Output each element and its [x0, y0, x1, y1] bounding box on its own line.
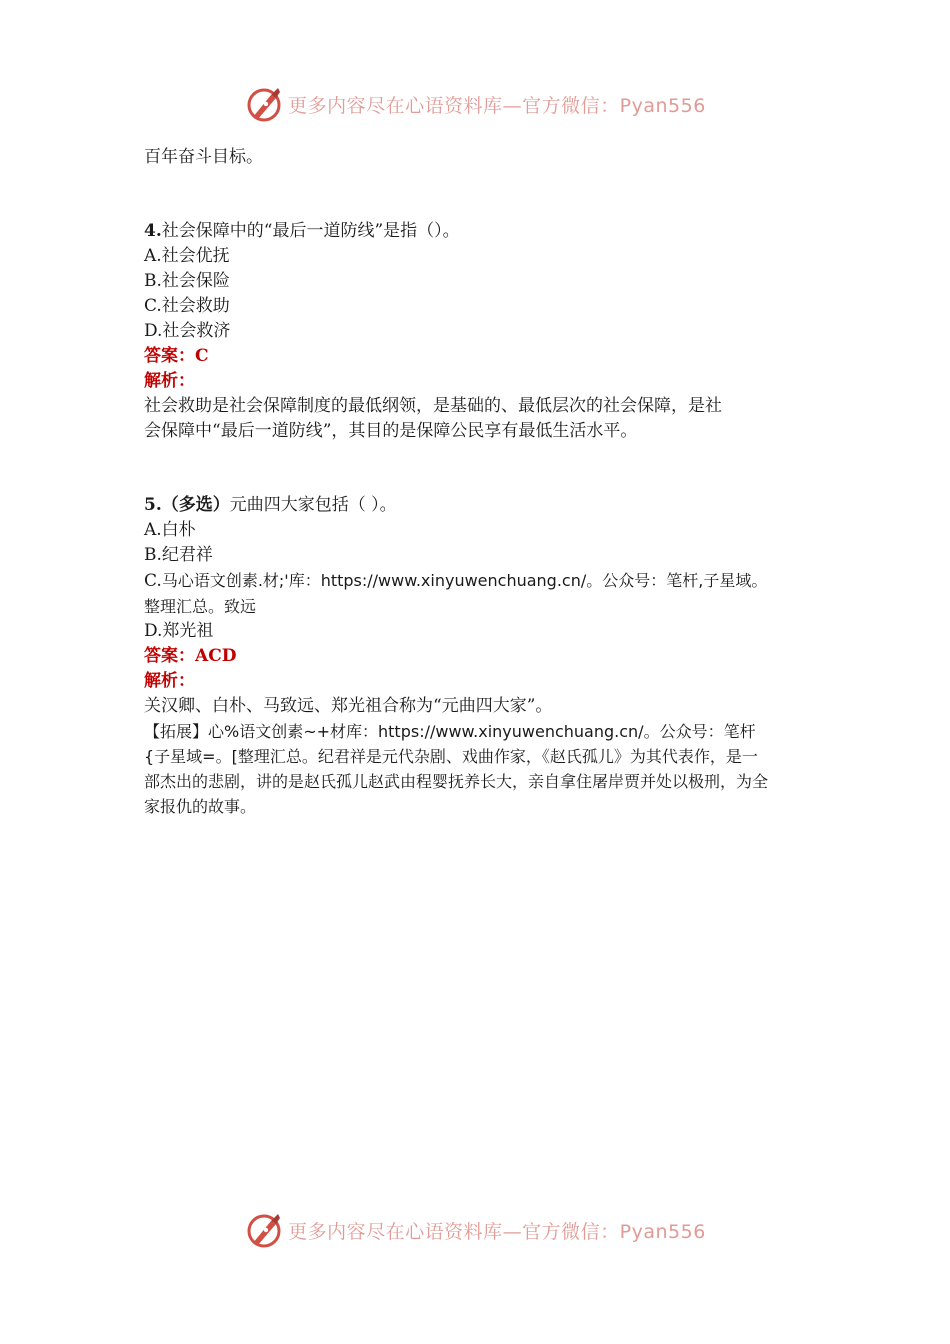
question-text: 社会保障中的“最后一道防线”是指（）。 — [161, 221, 460, 241]
analysis-label: 解析： — [144, 671, 195, 691]
option-a: A.社会优抚 — [144, 246, 230, 266]
question-4 — [144, 219, 808, 444]
analysis-text: 关汉卿、白朴、马致远、郑光祖合称为“元曲四大家”。 — [144, 696, 553, 716]
analysis-text-line-1: 社会救助是社会保障制度的最低纲领，是基础的、最低层次的社会保障，是社 — [144, 396, 722, 416]
question-5 — [144, 493, 808, 819]
question-number: 4. — [144, 221, 162, 241]
document-body — [144, 145, 808, 819]
banner-text-cn: 更多内容尽在心语资料库—官方微信： — [288, 1220, 620, 1243]
option-c-text: 马心语文创素.材;'库：https://www.xinyuwenchuang.cn/。公众号：笔杆,子星域。 — [161, 571, 768, 590]
option-c — [144, 568, 808, 594]
option-c-prefix: C. — [144, 571, 162, 591]
pen-nib-logo-icon — [244, 1210, 284, 1250]
pen-nib-logo-icon — [244, 84, 284, 124]
option-d: D.郑光祖 — [144, 621, 214, 641]
option-b: B.纪君祥 — [144, 545, 213, 565]
banner-wechat-id: Pyan556 — [619, 1220, 706, 1243]
banner-text-cn: 更多内容尽在心语资料库—官方微信： — [288, 94, 620, 117]
analysis-label: 解析： — [144, 371, 195, 391]
option-c: C.社会救助 — [144, 296, 230, 316]
answer-line: 答案：ACD — [144, 646, 237, 666]
page-header-banner — [0, 82, 950, 126]
extension-text-line-3: 部杰出的悲剧，讲的是赵氏孤儿赵武由程婴抚养长大，亲自拿住屠岸贾并处以极刑，为全 — [144, 772, 769, 791]
question-number: 5.（多选） — [144, 495, 230, 515]
question-stem — [144, 219, 808, 244]
extension-text-line-2: {子星域=。[整理汇总。纪君祥是元代杂剧、戏曲作家，《赵氏孤儿》为其代表作，是一 — [144, 747, 758, 766]
option-b: B.社会保险 — [144, 271, 230, 291]
page-footer-banner — [0, 1208, 950, 1252]
banner-wechat-id: Pyan556 — [619, 94, 706, 117]
analysis-text-line-2: 会保障中“最后一道防线”，其目的是保障公民享有最低生活水平。 — [144, 421, 638, 441]
extension-text-line-4: 家报仇的故事。 — [144, 797, 257, 816]
question-text: 元曲四大家包括（ ）。 — [229, 495, 397, 515]
answer-line: 答案：C — [144, 346, 209, 366]
extension-text-line-1: 【拓展】心%语文创素~+材库：https://www.xinyuwenchuang.cn/。公众号：笔杆 — [144, 722, 756, 741]
option-a: A.白朴 — [144, 520, 196, 540]
continuation-text: 百年奋斗目标。 — [144, 147, 263, 167]
option-c-text-line-2: 整理汇总。致远 — [144, 597, 257, 616]
question-stem — [144, 493, 808, 518]
option-d: D.社会救济 — [144, 321, 231, 341]
